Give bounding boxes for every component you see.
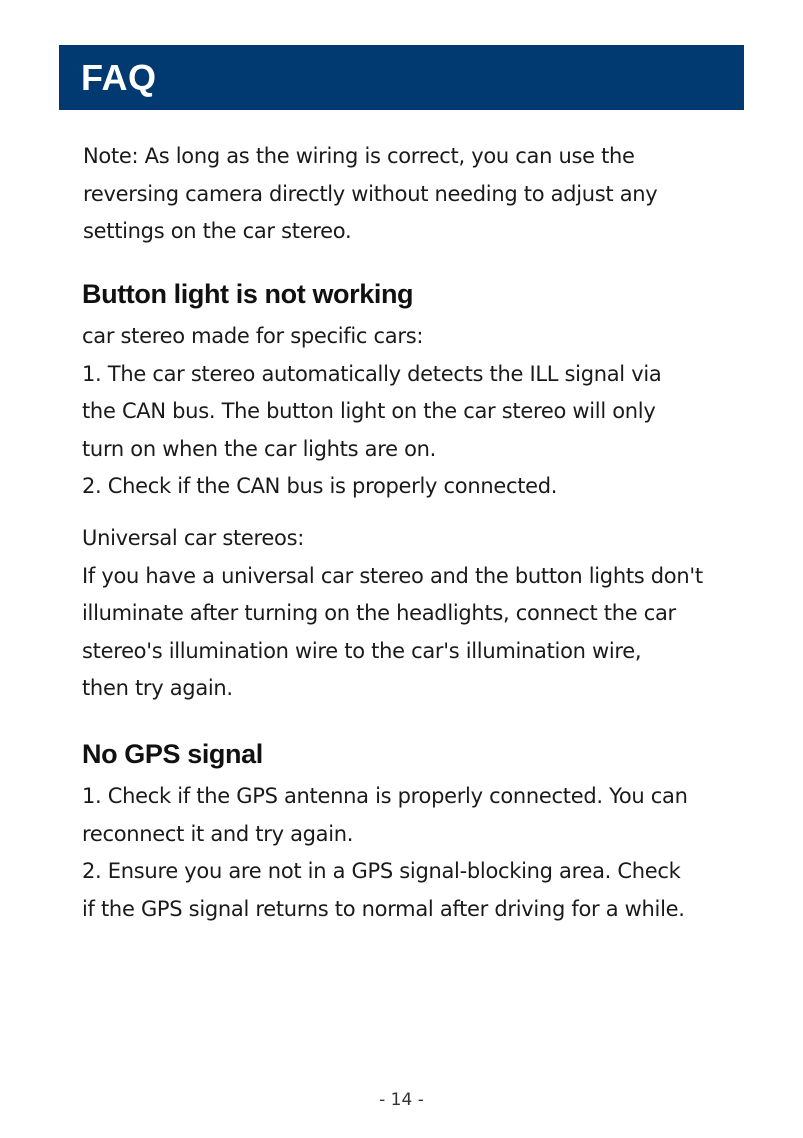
paragraph-line: if the GPS signal returns to normal after driving for a while.	[82, 896, 685, 921]
note-line: settings on the car stereo.	[83, 219, 352, 243]
universal-paragraph	[82, 520, 703, 708]
paragraph-line: turn on when the car lights are on.	[82, 436, 437, 461]
note-paragraph	[83, 138, 657, 251]
specific-cars-paragraph	[82, 318, 661, 506]
paragraph-line: then try again.	[82, 676, 233, 700]
paragraph-line: car stereo made for specific cars:	[82, 324, 424, 348]
paragraph-line: If you have a universal car stereo and the button lights don't	[82, 563, 703, 588]
page-number: - 14 -	[379, 1090, 424, 1110]
note-line: reversing camera directly without needing to adjust any	[83, 181, 658, 206]
note-line: Note: As long as the wiring is correct, you can use the	[83, 144, 635, 168]
paragraph-line: 1. Check if the GPS antenna is properly connected. You can	[82, 784, 688, 808]
paragraph-line: 1. The car stereo automatically detects the ILL signal via	[82, 361, 662, 386]
paragraph-line: the CAN bus. The button light on the car stereo will only	[82, 399, 656, 423]
heading-button-light: Button light is not working	[82, 279, 414, 309]
heading-gps: No GPS signal	[82, 739, 263, 769]
paragraph-line: stereo's illumination wire to the car's illumination wire,	[82, 638, 642, 663]
gps-paragraph	[82, 778, 688, 928]
page-title: FAQ	[81, 57, 157, 98]
faq-banner	[59, 45, 744, 110]
paragraph-line: illuminate after turning on the headlights, connect the car	[82, 601, 676, 625]
paragraph-line: 2. Check if the CAN bus is properly connected.	[82, 474, 558, 498]
paragraph-line: 2. Ensure you are not in a GPS signal-blocking area. Check	[82, 859, 681, 883]
paragraph-line: Universal car stereos:	[82, 526, 304, 550]
paragraph-line: reconnect it and try again.	[82, 821, 354, 846]
